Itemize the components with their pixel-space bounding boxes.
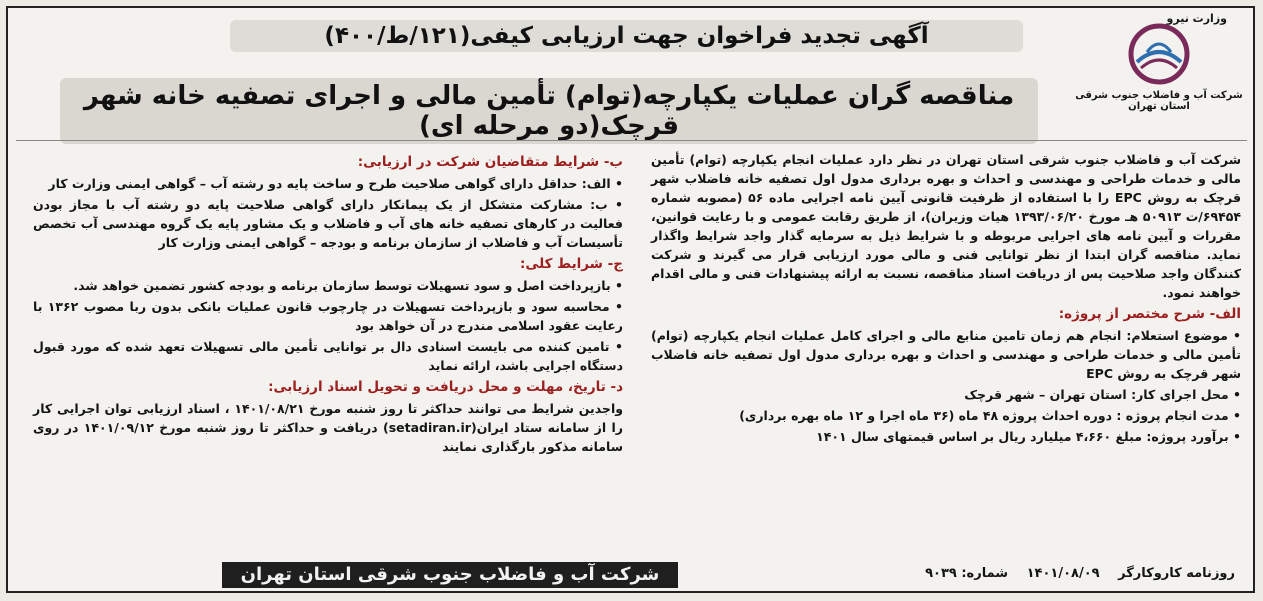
section-b-heading: ب- شرایط متقاضیان شرکت در ارزیابی: [357, 154, 623, 170]
list-item: • بازپرداخت اصل و سود تسهیلات توسط سازمان برنامه و بودجه کشور تضمین خواهد شد. [33, 276, 623, 295]
section-c-heading: ج- شرایط کلی: [520, 256, 623, 272]
logo-company-name: شرکت آب و فاضلاب جنوب شرقی استان تهران [1075, 90, 1243, 112]
list-item: • برآورد پروژه: مبلغ ۴،۶۶۰ میلیارد ریال بر اساس قیمتهای سال ۱۴۰۱ [651, 427, 1241, 446]
right-column [651, 150, 1241, 448]
company-logo [1069, 10, 1249, 110]
list-item: • تامین کننده می بایست اسنادی دال بر توانایی تأمین مالی تسهیلات تعهد شده که مورد قبول دستگاه اجرایی باشد، ارائه نماید [33, 337, 623, 375]
list-item: • الف: حداقل دارای گواهی صلاحیت طرح و ساخت پایه دو رشته آب – گواهی ایمنی وزارت کار [33, 174, 623, 193]
list-item: • ب: مشارکت متشکل از یک پیمانکار دارای گواهی صلاحیت پایه دو رشته آب با مجاز بودن فعالیت در کارهای تصفیه خانه های آب و فاضلاب و یک مشاور پایه یک گروه مهندسی آب تخصص تأسیسات آب و فاضلاب از سازمان برنامه و بودجه – گواهی ایمنی وزارت کار [33, 195, 623, 252]
section-a-heading: الف- شرح مختصر از پروژه: [1058, 306, 1241, 322]
water-drop-emblem-icon [1127, 22, 1191, 86]
intro-paragraph: شرکت آب و فاضلاب جنوب شرقی استان تهران در نظر دارد عملیات انجام یکپارچه (توام) تأمین مالی و خدمات طراحی و مهندسی و احداث و بهره برداری مدول اول تصفیه خانه فاضلاب شهر قرچک به روش EPC را با استفاده از ظرفیت قانونی آیین نامه اجرایی ماده ۵۶ (مصوبه شماره ۶۹۴۵۴/ت ۵۰۹۱۳ هـ مورخ ۱۳۹۳/۰۶/۲۰ هیات وزیران)، از طریق رقابت عمومی و با رعایت قوانین، مقررات و آیین نامه های اجرایی مربوطه و با شرایط ذیل به سرمایه گذار واجد شرایط واگذار نماید. مناقصه گران ابتدا از نظر توانایی فنی و مالی مورد ارزیابی قرار می گیرند و شرکت کنندگان واجد صلاحیت پس از دریافت اسناد مناقصه، نسبت به ارائه پیشنهادات فنی و مالی اقدام خواهند نمود. [651, 152, 1242, 300]
list-item: • محاسبه سود و بازپرداخت تسهیلات در چارچوب قانون عملیات بانکی بدون ربا مصوب ۱۳۶۲ با رعایت عقود اسلامی مندرج در آن خواهد بود [33, 297, 623, 335]
section-d-heading: د- تاریخ، مهلت و محل دریافت و تحویل اسناد ارزیابی: [268, 379, 623, 395]
publication-date: ۱۴۰۱/۰۸/۰۹ [1026, 566, 1100, 581]
list-item: • مدت انجام پروژه : دوره احداث پروژه ۴۸ ماه (۳۶ ماه اجرا و ۱۲ ماه بهره برداری) [651, 406, 1241, 425]
ad-title-primary: آگهی تجدید فراخوان جهت ارزیابی کیفی(۱۲۱/ط/۴۰۰) [230, 20, 1023, 52]
list-item: • محل اجرای کار: استان تهران – شهر قرچک [651, 385, 1241, 404]
left-column [33, 150, 623, 458]
ministry-label: وزارت نیرو [1166, 12, 1227, 25]
section-d-paragraph: واجدین شرایط می توانند حداکثر تا روز شنبه مورخ ۱۴۰۱/۰۸/۲۱ ، اسناد ارزیابی توان اجرایی کار را از سامانه ستاد ایران(setadiran.ir) دریافت و حداکثر تا روز شنبه مورخ ۱۴۰۱/۰۹/۱۲ در روی سامانه مذکور بارگذاری نمایند [33, 401, 623, 454]
list-item: • موضوع استعلام: انجام هم زمان تامین منابع مالی و اجرای کامل عملیات انجام یکپارچه (توام) تأمین مالی و خدمات طراحی و مهندسی و احداث و بهره برداری مدول اول تصفیه خانه فاضلاب شهر قرچک به روش EPC [651, 326, 1241, 383]
newspaper-name: روزنامه کاروکارگر [1118, 566, 1235, 581]
issue-number: شماره: ۹۰۳۹ [925, 566, 1009, 581]
header-divider [16, 140, 1247, 141]
footer-publication-info [715, 566, 1235, 581]
ad-title-secondary: مناقصه گران عملیات یکپارچه(توام) تأمین مالی و اجرای تصفیه خانه شهر قرچک(دو مرحله ای) [60, 78, 1038, 144]
footer-company-banner: شرکت آب و فاضلاب جنوب شرقی استان تهران [222, 562, 678, 588]
